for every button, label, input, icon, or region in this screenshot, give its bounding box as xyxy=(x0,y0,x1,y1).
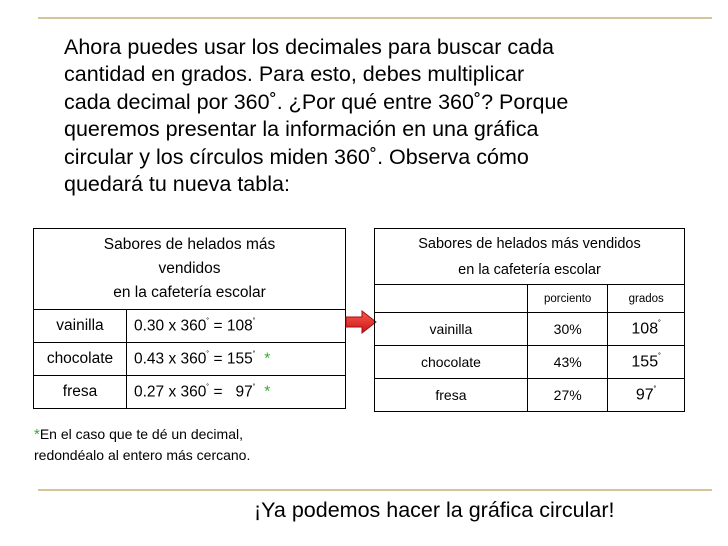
result-table xyxy=(374,228,685,412)
table-row xyxy=(375,346,685,379)
degrees-cell: 108˚ xyxy=(608,313,685,346)
calc-cell: 0.30 x 360˚ = 108˚ xyxy=(127,310,346,343)
calculation-table xyxy=(33,228,346,409)
flavor-cell: chocolate xyxy=(34,343,127,376)
result-table-header: Sabores de helados más vendidos en la cafetería escolar xyxy=(375,229,685,285)
flavor-cell: vainilla xyxy=(34,310,127,343)
intro-line: cada decimal por 360 xyxy=(64,89,270,114)
intro-paragraph xyxy=(64,34,704,198)
column-header-grados: grados xyxy=(608,285,685,313)
degrees-cell: 155˚ xyxy=(608,346,685,379)
flavor-cell: fresa xyxy=(34,376,127,409)
table-row xyxy=(375,379,685,412)
intro-line: quedará tu nueva tabla: xyxy=(64,172,290,197)
calc-cell: 0.43 x 360˚ = 155˚ * xyxy=(127,343,346,376)
top-divider xyxy=(38,17,712,19)
note-line: redondéalo al entero más cercano. xyxy=(34,447,251,463)
percent-cell: 27% xyxy=(527,379,608,412)
bottom-divider xyxy=(38,489,712,491)
note-star: * xyxy=(34,426,40,443)
rounding-note xyxy=(34,424,250,465)
closing-text: ¡Ya podemos hacer la gráfica circular! xyxy=(254,498,615,522)
intro-line: ˚. Observa cómo xyxy=(369,144,529,169)
table-row xyxy=(34,310,346,343)
right-arrow-icon xyxy=(345,310,377,334)
table-header-row xyxy=(375,285,685,313)
percent-cell: 30% xyxy=(527,313,608,346)
flavor-cell: vainilla xyxy=(375,313,528,346)
table-row xyxy=(375,313,685,346)
intro-line: ˚. ¿Por qué entre 360 xyxy=(269,89,474,114)
table-row xyxy=(34,343,346,376)
intro-line: queremos presentar la información en una gráfica xyxy=(64,117,539,142)
intro-line: ˚? Porque xyxy=(473,89,569,114)
flavor-cell: chocolate xyxy=(375,346,528,379)
empty-header-cell xyxy=(375,285,528,313)
intro-line: cantidad en grados. Para esto, debes multiplicar xyxy=(64,62,525,87)
calc-cell: 0.27 x 360˚ = 97˚ * xyxy=(127,376,346,409)
intro-line: circular y los círculos miden 360 xyxy=(64,144,370,169)
flavor-cell: fresa xyxy=(375,379,528,412)
note-line: En el caso que te dé un decimal, xyxy=(39,426,243,442)
calculation-table-header: Sabores de helados más vendidos en la cafetería escolar xyxy=(34,229,346,310)
percent-cell: 43% xyxy=(527,346,608,379)
degrees-cell: 97˚ xyxy=(608,379,685,412)
column-header-porciento: porciento xyxy=(527,285,608,313)
intro-line: Ahora puedes usar los decimales para buscar cada xyxy=(64,35,555,59)
table-row xyxy=(34,376,346,409)
